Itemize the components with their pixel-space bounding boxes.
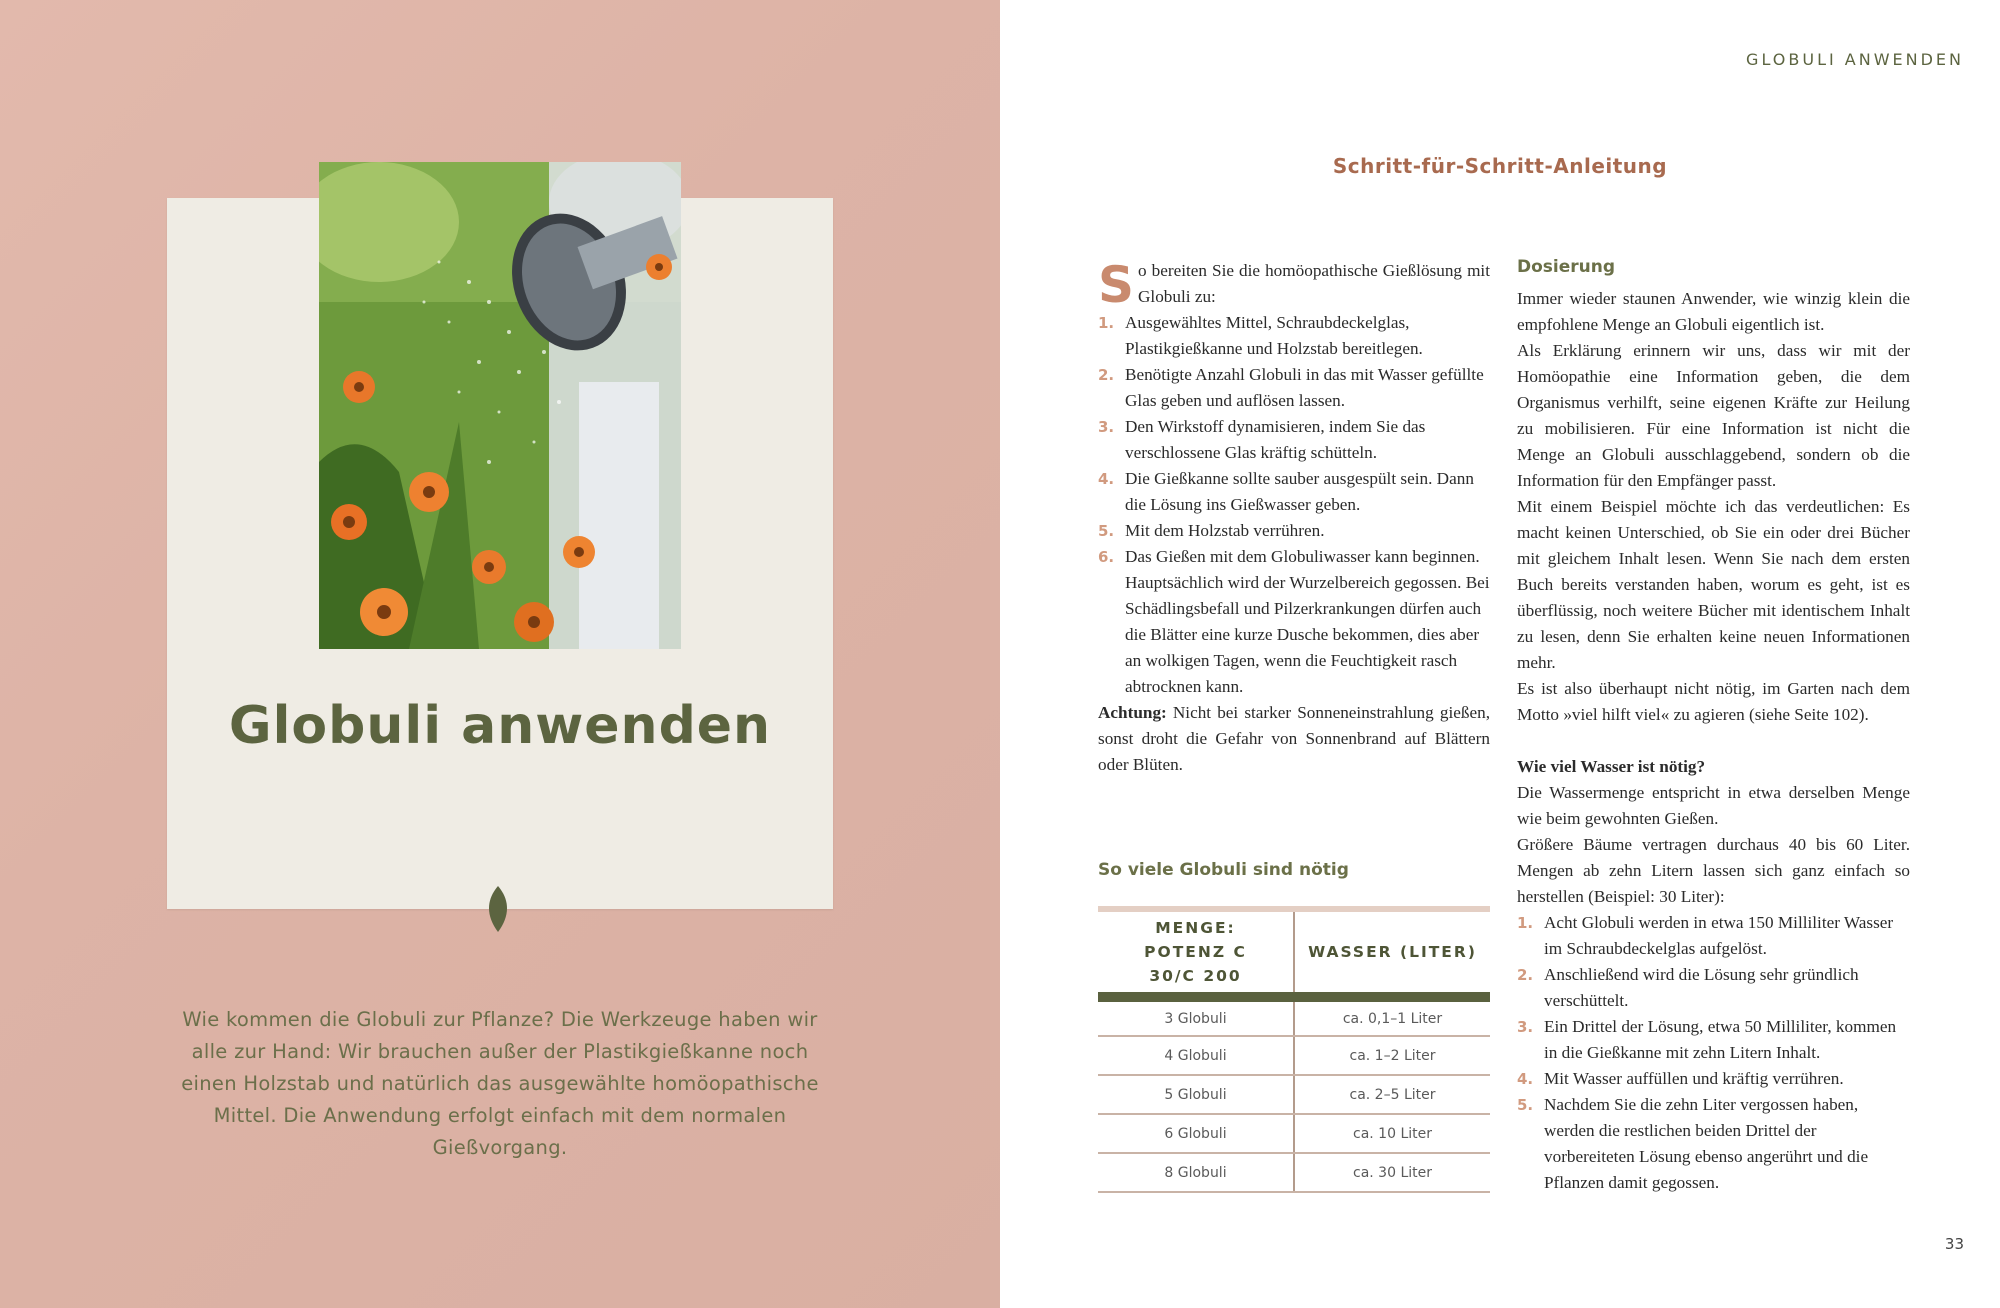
instructions-intro: So bereiten Sie die homöopathische Gießlösung mit Globuli zu: — [1098, 256, 1490, 314]
table-row: 3 Globuli ca. 0,1–1 Liter — [1098, 997, 1490, 1036]
watering-can-photo — [319, 162, 681, 649]
table-header-wasser: WASSER (LITER) — [1294, 909, 1490, 997]
list-item: 5. Nachdem Sie die zehn Liter vergossen haben, werden die restlichen beiden Drittel der vorbereiteten Lösung ebenso angerührt und die Pflanzen damit gegossen. — [1517, 1095, 1869, 1192]
section-title: Schritt-für-Schritt-Anleitung — [1332, 154, 1668, 178]
paragraph: Immer wieder staunen Anwender, wie winzig klein die empfohlene Menge an Globuli eigentlich ist. — [1517, 289, 1910, 334]
list-item: 1. Ausgewähltes Mittel, Schraubdeckelglas, Plastikgießkanne und Holzstab bereitlegen. — [1098, 313, 1423, 358]
paragraph: Größere Bäume vertragen durchaus 40 bis 60 Liter. Mengen ab zehn Litern lassen sich ganz einfach so herstellen (Beispiel: 30 Liter): — [1517, 835, 1910, 906]
list-item: 3. Den Wirkstoff dynamisieren, indem Sie das verschlossene Glas kräftig schütteln. — [1098, 417, 1426, 462]
step-list — [1098, 310, 1490, 700]
list-item: 3. Ein Drittel der Lösung, etwa 50 Milliliter, kommen in die Gießkanne mit zehn Litern Inhalt. — [1517, 1017, 1897, 1062]
list-item: 2. Anschließend wird die Lösung sehr gründlich verschüttelt. — [1517, 965, 1859, 1010]
paragraph: Es ist also überhaupt nicht nötig, im Garten nach dem Motto »viel hilft viel« zu agieren (siehe Seite 102). — [1517, 679, 1910, 724]
globuli-table — [1098, 906, 1490, 1193]
table-heading: So viele Globuli sind nötig — [1098, 860, 1349, 880]
list-item: 4. Mit Wasser auffüllen und kräftig verrühren. — [1517, 1069, 1844, 1088]
chapter-title: Globuli anwenden — [228, 696, 772, 756]
table-row: 8 Globuli ca. 30 Liter — [1098, 1153, 1490, 1192]
water-step-list — [1517, 910, 1910, 1196]
list-item: 5. Mit dem Holzstab verrühren. — [1098, 521, 1325, 540]
page-number: 33 — [1944, 1235, 1964, 1253]
paragraph: Als Erklärung erinnern wir uns, dass wir mit der Homöopathie eine Information geben, die dem Organismus verhilft, seine eigenen Kräfte zur Heilung zu mobilisieren. Für eine Information ist nicht die Menge an Globuli ausschlaggebend, sondern ob die Information für den Empfänger passt. — [1517, 341, 1910, 490]
list-item: 6. Das Gießen mit dem Globuliwasser kann beginnen. Hauptsächlich wird der Wurzelbereich gegossen. Bei Schädlingsbefall und Pilzerkrankungen dürfen auch die Blätter eine kurze Dusche bekommen, dies aber an wolkigen Tagen, wenn die Feuchtigkeit rasch abtrocknen kann. — [1098, 547, 1490, 696]
chapter-intro: Wie kommen die Globuli zur Pflanze? Die Werkzeuge haben wir alle zur Hand: Wir brauchen außer der Plastikgießkanne noch einen Holzstab und natürlich das ausgewählte homöopathische Mittel. Die Anwendung erfolgt einfach mit dem normalen Gießvorgang. — [181, 1008, 819, 1159]
paragraph: Die Wassermenge entspricht in etwa derselben Menge wie beim gewohnten Gießen. — [1517, 783, 1910, 828]
list-item: 4. Die Gießkanne sollte sauber ausgespült sein. Dann die Lösung ins Gießwasser geben. — [1098, 469, 1474, 514]
instructions-column — [1098, 258, 1490, 778]
paragraph: Mit einem Beispiel möchte ich das verdeutlichen: Es macht keinen Unterschied, ob Sie ein oder drei Bücher mit gleichem Inhalt lesen. Wenn Sie nach dem ersten Buch bereits verstanden haben, worum es geht, ist es überflüssig, noch weitere Bücher mit identischem Inhalt zu lesen, denn Sie erhalten keine neuen Informationen mehr. — [1517, 497, 1910, 672]
dosierung-heading: Dosierung — [1517, 257, 1616, 277]
table-header-menge: MENGE: POTENZ C 30/C 200 — [1098, 909, 1294, 997]
running-head: GLOBULI ANWENDEN — [1746, 50, 1964, 69]
table-row: 4 Globuli ca. 1–2 Liter — [1098, 1036, 1490, 1075]
table-row: 5 Globuli ca. 2–5 Liter — [1098, 1075, 1490, 1114]
dosage-column — [1517, 254, 1910, 1196]
wasser-heading: Wie viel Wasser ist nötig? — [1517, 757, 1706, 776]
warning-note: Achtung: Nicht bei starker Sonneneinstrahlung gießen, sonst droht die Gefahr von Sonnenbrand auf Blättern oder Blüten. — [1098, 703, 1490, 774]
table-row: 6 Globuli ca. 10 Liter — [1098, 1114, 1490, 1153]
leaf-icon — [484, 886, 512, 932]
list-item: 1. Acht Globuli werden in etwa 150 Milliliter Wasser im Schraubdeckelglas aufgelöst. — [1517, 913, 1894, 958]
list-item: 2. Benötigte Anzahl Globuli in das mit Wasser gefüllte Glas geben und auflösen lassen. — [1098, 365, 1484, 410]
drop-cap: S — [1098, 256, 1135, 314]
